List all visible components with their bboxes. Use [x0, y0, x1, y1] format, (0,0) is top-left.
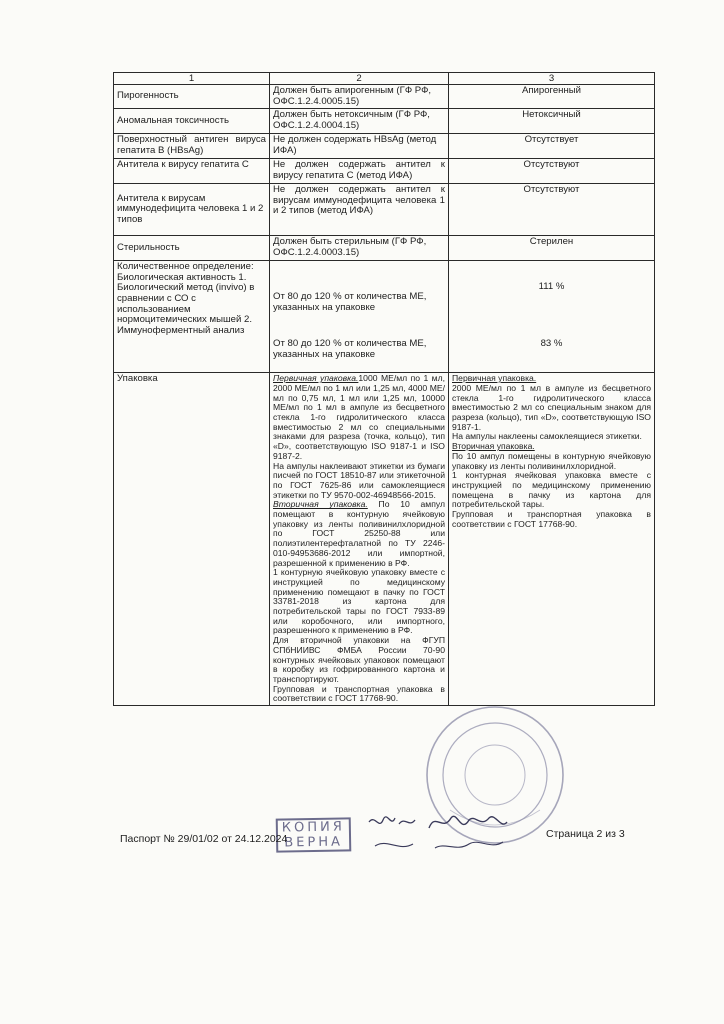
- row-result: Стерилен: [449, 236, 655, 261]
- table-row: [114, 85, 655, 109]
- row-name: Аномальная токсичность: [114, 109, 270, 134]
- header-col-3: 3: [449, 73, 655, 85]
- table-row: [114, 159, 655, 184]
- row-name: Пирогенность: [114, 85, 270, 109]
- res-secondary-2: 1 контурная ячейковая упаковка вместе с инструкцией по медицинскому применению помещена в пачку из картона для потребительской тары.: [452, 470, 651, 510]
- passport-table: [113, 72, 655, 706]
- table-row: [114, 236, 655, 261]
- row-requirement: Должен быть нетоксичным (ГФ РФ, ОФС.1.2.4.0004.15): [270, 109, 449, 134]
- table-row: [114, 373, 655, 706]
- req-secondary-3: Для вторичной упаковки на ФГУП СПбНИИВС ФМБА России 70-90 контурных ячейковых упаковок помещают в коробку из гофрированного картона и транспортируют.: [273, 635, 445, 684]
- table-row: [114, 109, 655, 134]
- header-col-2: 2: [270, 73, 449, 85]
- req-labels: На ампулы наклеивают этикетки из бумаги писчей по ГОСТ 18510-87 или этикеточной по ГОСТ 7625-86 или самоклеящиеся этикетки по ТУ 9570-002-46948566-2015.: [273, 460, 445, 500]
- table-header-row: [114, 73, 655, 85]
- row-requirement: [270, 373, 449, 706]
- row-name: Антитела к вирусам иммунодефицита человека 1 и 2 типов: [114, 184, 270, 236]
- row-result: [449, 261, 655, 373]
- row-result: Отсутствуют: [449, 159, 655, 184]
- handwritten-signature: [365, 808, 540, 856]
- res-primary: 2000 МЕ/мл по 1 мл в ампуле из бесцветного стекла 1-го гидролитического класса вместимостью 2 мл со специальным знаком для разреза (кольцо), тип «D», соответствующую ISO 9187-1.: [452, 382, 651, 432]
- header-col-1: 1: [114, 73, 270, 85]
- table-row: [114, 261, 655, 373]
- table-row: [114, 184, 655, 236]
- req-primary: Первичная упаковка.1000 МЕ/мл по 1 мл, 2000 МЕ/мл по 1 мл или 1,25 мл, 4000 МЕ/мл по 0,75 мл, 1 мл или 1,25 мл, 10000 МЕ/мл по 1 мл в ампуле из бесцветного стекла 1-го гидролитического класса вместимостью 2 мл со специальными знаками для разреза (точка, кольцо), тип «D», соответствующую ISO 9187-1 и ISO 9187-2.: [273, 373, 445, 461]
- row-requirement: Должен быть апирогенным (ГФ РФ, ОФС.1.2.4.0005.15): [270, 85, 449, 109]
- row-name: Антитела к вирусу гепатита С: [114, 159, 270, 184]
- requirement-bio: От 80 до 120 % от количества МЕ, указанных на упаковке: [273, 291, 427, 313]
- row-requirement: Должен быть стерильным (ГФ РФ, ОФС.1.2.4.0003.15): [270, 236, 449, 261]
- table-row: [114, 134, 655, 159]
- req-secondary-4: Групповая и транспортная упаковка в соответствии с ГОСТ 17768-90.: [273, 683, 445, 704]
- row-result: Отсутствуют: [449, 184, 655, 236]
- row-name: Количественное определение: Биологическая активность 1. Биологический метод (invivo) в сравнении с СО с использованием нормоцитемических мышей 2. Иммуноферментный анализ: [114, 261, 270, 373]
- res-labels: На ампулы наклеены самоклеящиеся этикетки.: [452, 431, 642, 442]
- row-name: Поверхностный антиген вируса гепатита В (HBsAg): [114, 134, 270, 159]
- requirement-elisa: От 80 до 120 % от количества МЕ, указанных на упаковке: [273, 338, 427, 360]
- copy-true-stamp: КОПИЯ ВЕРНА: [276, 817, 352, 852]
- row-result: Апирогенный: [449, 85, 655, 109]
- row-requirement: Не должен содержать антител к вирусам иммунодефицита человека 1 и 2 типов (метод ИФА): [270, 184, 449, 236]
- row-result: Нетоксичный: [449, 109, 655, 134]
- row-result: Отсутствует: [449, 134, 655, 159]
- row-name: Упаковка: [114, 373, 270, 706]
- page-number: Страница 2 из 3: [546, 828, 625, 840]
- result-elisa: 83 %: [540, 337, 563, 349]
- row-result: [449, 373, 655, 706]
- passport-number: Паспорт № 29/01/02 от 24.12.2024: [120, 833, 288, 845]
- res-secondary-label: Вторичная упаковка.: [452, 441, 535, 452]
- res-secondary-3: Групповая и транспортная упаковка в соответствии с ГОСТ 17768-90.: [452, 509, 651, 529]
- req-secondary: Вторичная упаковка. По 10 ампул помещают в контурную ячейковую упаковку из ленты поливинилхлоридной по ГОСТ 25250-88 или полиэтилентерефталатной по ТУ 2246-010-94953686-2012 или импортной, разрешенной к применению в РФ.: [273, 499, 445, 568]
- row-name: Стерильность: [114, 236, 270, 261]
- req-secondary-2: 1 контурную ячейковую упаковку вместе с инструкцией по медицинскому применению помещают в пачку по ГОСТ 33781-2018 из картона для потребительской тары по ГОСТ 7933-89 или коробочного, или импортного, разрешенного к применению в РФ.: [273, 567, 445, 636]
- row-requirement: Не должен содержать антител к вирусу гепатита С (метод ИФА): [270, 159, 449, 184]
- res-primary-label: Первичная упаковка.: [452, 373, 537, 384]
- row-requirement: Не должен содержать HBsAg (метод ИФА): [270, 134, 449, 159]
- result-bio: 111 %: [538, 281, 565, 293]
- row-requirement: [270, 261, 449, 373]
- res-secondary-1: По 10 ампул помещены в контурную ячейковую упаковку из ленты поливинилхлоридной.: [452, 450, 651, 471]
